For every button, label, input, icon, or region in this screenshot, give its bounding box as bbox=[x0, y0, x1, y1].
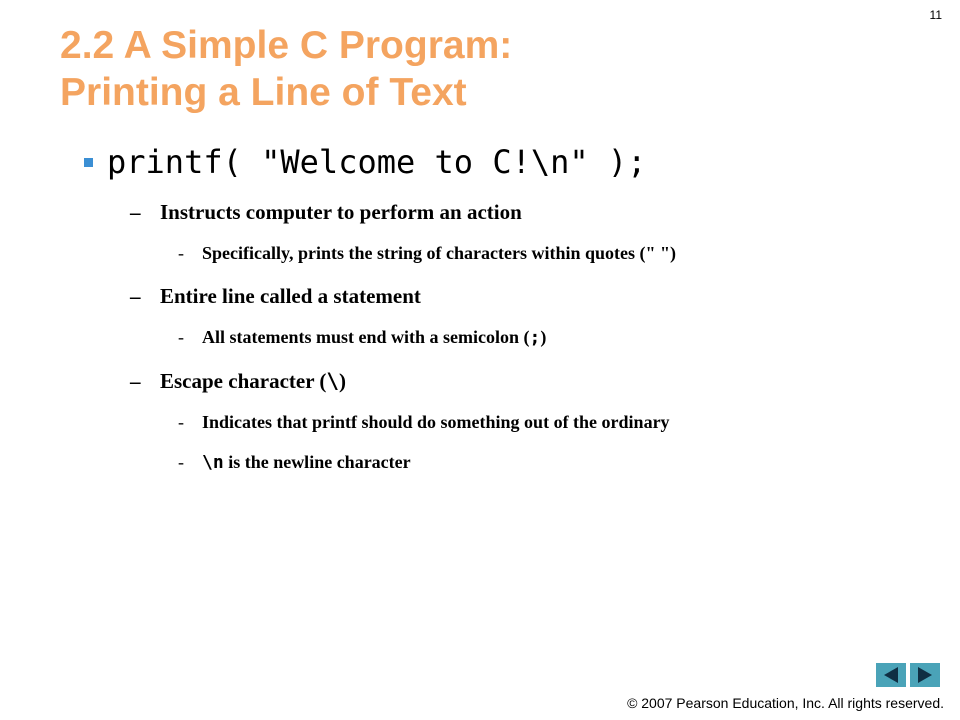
main-bullet-code: printf( "Welcome to C!\n" ); bbox=[107, 143, 647, 181]
title-line-1: 2.2 A Simple C Program: bbox=[60, 24, 513, 67]
dash-marker: – bbox=[130, 200, 141, 224]
title-line-2: Printing a Line of Text bbox=[60, 71, 467, 114]
subbullet-newline bbox=[178, 452, 411, 473]
dash-marker: – bbox=[130, 369, 141, 393]
subbullet-text-end: ) bbox=[540, 327, 547, 347]
copyright-footer: © 2007 Pearson Education, Inc. All rights reserved. bbox=[627, 695, 944, 711]
bullet-text: Instructs computer to perform an action bbox=[160, 200, 522, 224]
dash-marker: - bbox=[178, 327, 184, 347]
bullet-instructs bbox=[130, 200, 522, 225]
subbullet-text: Indicates that printf should do something out of the ordinary bbox=[202, 412, 670, 432]
slide-title bbox=[60, 22, 512, 116]
subbullet-semicolon bbox=[178, 327, 546, 348]
previous-slide-button[interactable] bbox=[876, 663, 906, 687]
bullet-text: Escape character ( bbox=[160, 369, 327, 393]
triangle-left-icon bbox=[884, 667, 898, 683]
subbullet-specifically bbox=[178, 243, 676, 264]
bullet-statement bbox=[130, 284, 421, 309]
dash-marker: - bbox=[178, 243, 184, 263]
triangle-right-icon bbox=[918, 667, 932, 683]
newline-code: \n bbox=[202, 452, 224, 473]
main-bullet bbox=[84, 143, 646, 181]
bullet-escape bbox=[130, 369, 346, 394]
bullet-text-end: ) bbox=[339, 369, 347, 393]
subbullet-text: All statements must end with a semicolon ( bbox=[202, 327, 530, 347]
bullet-text: Entire line called a statement bbox=[160, 284, 421, 308]
subbullet-text: Specifically, prints the string of characters within quotes (" ") bbox=[202, 243, 676, 263]
dash-marker: - bbox=[178, 412, 184, 432]
backslash-code: \ bbox=[326, 369, 340, 393]
subbullet-text: is the newline character bbox=[223, 452, 411, 472]
slide-navigation bbox=[876, 663, 940, 687]
square-bullet-icon bbox=[84, 158, 93, 167]
dash-marker: - bbox=[178, 452, 184, 472]
next-slide-button[interactable] bbox=[910, 663, 940, 687]
subbullet-indicates bbox=[178, 412, 670, 433]
page-number: 11 bbox=[929, 8, 942, 22]
dash-marker: – bbox=[130, 284, 141, 308]
semicolon-code: ; bbox=[529, 327, 541, 348]
